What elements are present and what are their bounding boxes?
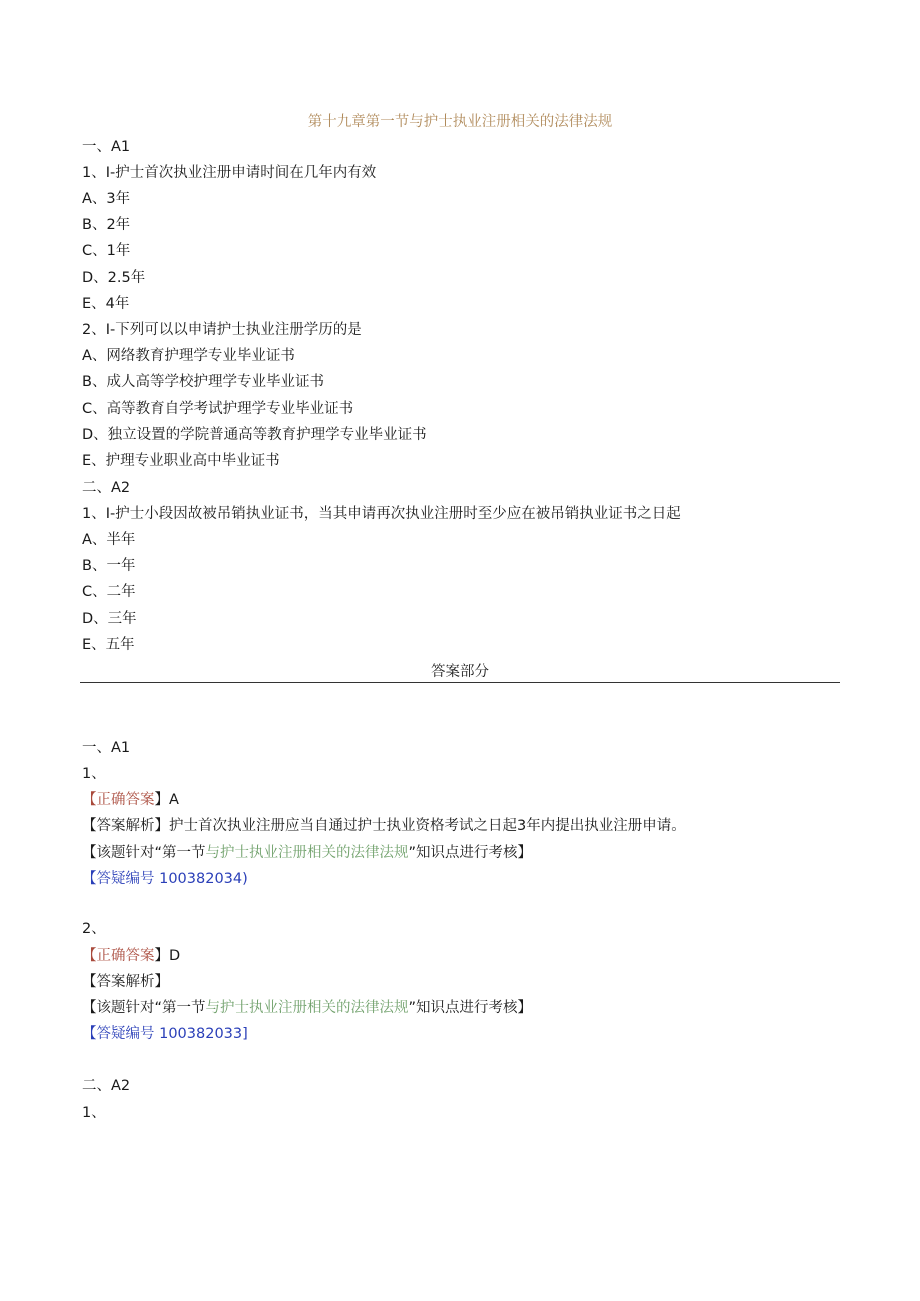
answer-1-correct-label: 正确答案 [96,792,155,808]
question-2-option-a: A、网络教育护理学专业毕业证书 [82,348,295,364]
answer-3-number: 1、 [82,1105,106,1121]
question-1-option-e: E、4年 [82,296,130,312]
answer-section-heading-a1: 一、A1 [82,740,131,756]
question-1-option-a: A、3年 [82,191,131,207]
answer-1-analysis-label: 答案解析 [96,818,155,834]
answer-section-heading-a2: 二、A2 [82,1078,131,1094]
answer-2-qid-label: 【答疑编号 [82,1026,155,1042]
question-3-option-e: E、五年 [82,637,135,653]
question-3-option-c: C、二年 [82,584,136,600]
answer-2-correct-value: D [169,948,181,964]
answer-2-question-id [82,1024,248,1044]
answer-1-correct-value: A [169,792,179,808]
answer-1-topic [82,843,532,863]
answer-2-correct: 【正确答案】D [82,948,181,964]
section-heading-a1: 一、A1 [82,139,131,155]
answer-2-topic-prefix: 【该题针对“第一节 [82,1000,206,1016]
question-2-option-c: C、高等教育自学考试护理学专业毕业证书 [82,401,354,417]
answer-2-qid-value: 100382033] [159,1026,248,1042]
answer-2-correct-label: 正确答案 [96,948,155,964]
question-3-stem: 1、I-护士小段因故被吊销执业证书，当其申请再次执业注册时至少应在被吊销执业证书之日起 [82,506,681,522]
answer-section-heading: 答案部分 [431,664,489,680]
answer-divider [80,682,840,683]
document-title: 第十九章第一节与护士执业注册相关的法律法规 [307,114,613,130]
question-3-option-b: B、一年 [82,558,136,574]
section-heading-a2: 二、A2 [82,480,131,496]
question-3-option-a: A、半年 [82,532,136,548]
answer-1-number: 1、 [82,766,106,782]
question-1-option-b: B、2年 [82,217,131,233]
question-1-option-d: D、2.5年 [82,270,146,286]
question-1-option-c: C、1年 [82,243,131,259]
answer-2-topic-highlight: 与护士执业注册相关的法律法规 [205,1000,409,1016]
answer-1-topic-prefix: 【该题针对“第一节 [82,845,206,861]
question-2-option-e: E、护理专业职业高中毕业证书 [82,453,280,469]
answer-2-analysis-label: 【答案解析】 [82,974,169,990]
question-2-stem: 2、I-下列可以以申请护士执业注册学历的是 [82,322,362,338]
answer-1-question-id [82,869,248,889]
question-3-option-d: D、三年 [82,611,137,627]
answer-1-correct: 【正确答案】A [82,792,179,808]
answer-2-topic [82,998,532,1018]
question-2-option-b: B、成人高等学校护理学专业毕业证书 [82,374,324,390]
answer-2-topic-suffix: ”知识点进行考核】 [408,1000,533,1016]
question-2-option-d: D、独立设置的学院普通高等教育护理学专业毕业证书 [82,427,427,443]
answer-1-qid-value: 100382034) [159,871,248,887]
answer-1-topic-suffix: ”知识点进行考核】 [408,845,533,861]
answer-1-qid-label: 【答疑编号 [82,871,155,887]
answer-2-number: 2、 [82,921,106,937]
answer-1-topic-highlight: 与护士执业注册相关的法律法规 [205,845,409,861]
answer-1-analysis: 【答案解析】护士首次执业注册应当自通过护士执业资格考试之日起3年内提出执业注册申请。 [82,818,686,834]
answer-1-analysis-text: 护士首次执业注册应当自通过护士执业资格考试之日起3年内提出执业注册申请。 [169,818,686,834]
question-1-stem: 1、I-护士首次执业注册申请时间在几年内有效 [82,165,377,181]
